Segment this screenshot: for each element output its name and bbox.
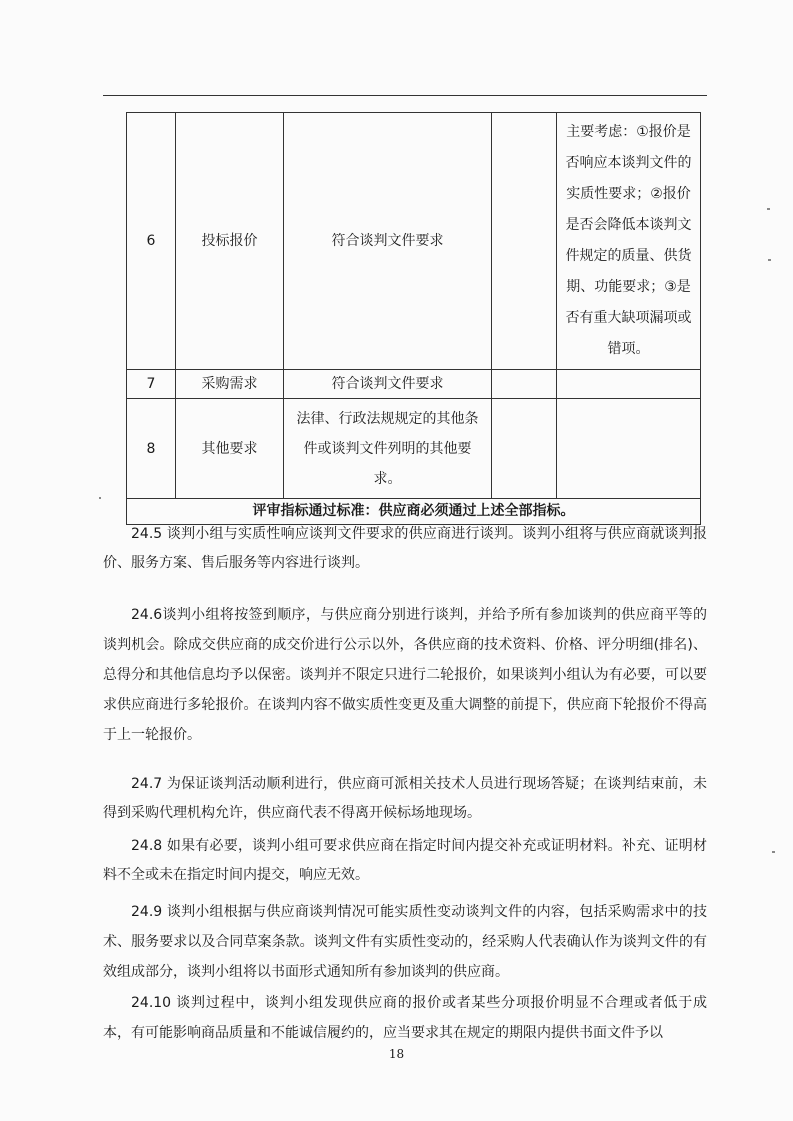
scan-speck <box>99 497 101 499</box>
paragraph-24-5: 24.5 谈判小组与实质性响应谈判文件要求的供应商进行谈判。谈判小组将与供应商就谈判报价、服务方案、售后服务等内容进行谈判。 <box>103 526 707 571</box>
criterion-standard: 法律、行政法规规定的其他条件或谈判文件列明的其他要求。 <box>284 399 492 499</box>
paragraph-24-9: 24.9 谈判小组根据与供应商谈判情况可能实质性变动谈判文件的内容，包括采购需求中的技术、服务要求以及合同草案条款。谈判文件有实质性变动的，经采购人代表确认作为谈判文件的有效组成部分，谈判小组将以书面形式通知所有参加谈判的供应商。 <box>103 904 707 980</box>
criterion-standard: 符合谈判文件要求 <box>284 370 492 399</box>
pass-standard-note: 评审指标通过标准：供应商必须通过上述全部指标。 <box>127 499 701 525</box>
criterion-note <box>557 370 701 399</box>
row-number: 7 <box>127 370 176 399</box>
table-row <box>127 113 701 370</box>
scan-speck <box>772 851 775 853</box>
scan-speck <box>768 259 771 261</box>
header-rule <box>103 95 707 96</box>
evaluation-criteria-table <box>126 112 701 525</box>
paragraph-24-10: 24.10 谈判过程中，谈判小组发现供应商的报价或者某些分项报价明显不合理或者低于成本，有可能影响商品质量和不能诚信履约的，应当要求其在规定的期限内提供书面文件予以 <box>103 995 707 1041</box>
criterion-result <box>492 399 557 499</box>
paragraph-24-8: 24.8 如果有必要，谈判小组可要求供应商在指定时间内提交补充或证明材料。补充、证明材料不全或未在指定时间内提交，响应无效。 <box>103 838 707 883</box>
paragraph-24-7: 24.7 为保证谈判活动顺利进行，供应商可派相关技术人员进行现场答疑；在谈判结束前，未得到采购代理机构允许，供应商代表不得离开候标场地现场。 <box>103 776 707 821</box>
criterion-item: 投标报价 <box>176 113 284 370</box>
criterion-item: 采购需求 <box>176 370 284 399</box>
criterion-note <box>557 399 701 499</box>
scan-speck <box>767 208 770 210</box>
paragraph-24-6: 24.6谈判小组将按签到顺序，与供应商分别进行谈判，并给予所有参加谈判的供应商平等的谈判机会。除成交供应商的成交价进行公示以外，各供应商的技术资料、价格、评分明细(排名)、总得分和其他信息均予以保密。谈判并不限定只进行二轮报价，如果谈判小组认为有必要，可以要求供应商进行多轮报价。在谈判内容不做实质性变更及重大调整的前提下，供应商下轮报价不得高于上一轮报价。 <box>103 607 707 743</box>
criterion-result <box>492 370 557 399</box>
page-number: 18 <box>388 1047 405 1061</box>
criterion-item: 其他要求 <box>176 399 284 499</box>
criterion-note: 主要考虑：①报价是否响应本谈判文件的实质性要求；②报价是否会降低本谈判文件规定的质量、供货期、功能要求；③是否有重大缺项漏项或错项。 <box>557 113 701 370</box>
row-number: 8 <box>127 399 176 499</box>
row-number: 6 <box>127 113 176 370</box>
table-row <box>127 399 701 499</box>
table-row <box>127 370 701 399</box>
criterion-result <box>492 113 557 370</box>
criterion-standard: 符合谈判文件要求 <box>284 113 492 370</box>
